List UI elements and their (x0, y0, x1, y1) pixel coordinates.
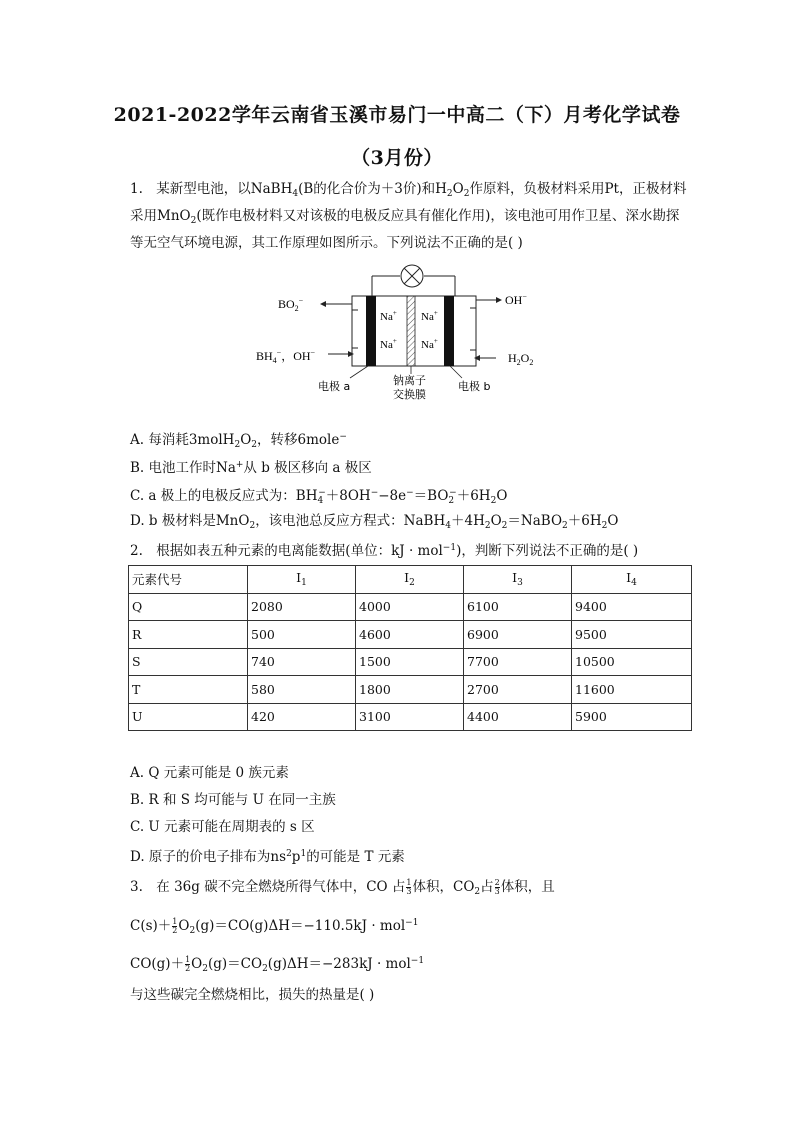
label-bo2: $BO_2^-$ (278, 296, 304, 313)
q1-option-d: D. b 极材料是MnO$_2$，该电池总反应方程式：$NaBH_4+4H_2O_2=NaBO_2+6H_2O$ (130, 513, 619, 531)
ionization-energy-table (128, 565, 692, 731)
table-row: Q 2080 4000 6100 9400 (129, 593, 692, 621)
page-subtitle: （3月份） (351, 147, 443, 169)
q3-final: 与这些碳完全燃烧相比，损失的热量是( ) (130, 987, 375, 1003)
label-membrane-2: 交换膜 (393, 388, 426, 401)
q3-number: 3. (130, 879, 143, 895)
label-membrane-1: 钠离子 (393, 374, 426, 387)
q1-number: 1. (130, 181, 143, 197)
q1-stem-line2: 采用MnO$_2$(既作电极材料又对该极的电极反应具有催化作用)，该电池可用作卫星、深水勘探 (130, 208, 680, 226)
header-i2: $I_2$ (356, 566, 464, 594)
electrode-b-plate (444, 296, 454, 366)
na-ion: Na+ (421, 337, 438, 351)
battery-diagram (250, 262, 550, 402)
table-row: U 420 3100 4400 5900 (129, 703, 692, 731)
label-electrode-b: 电极 b (458, 380, 491, 393)
header-element-code: 元素代号 (129, 566, 248, 594)
q2-number: 2. (130, 543, 143, 559)
table-header-row (129, 566, 692, 594)
table-row: T 580 1800 2700 11600 (129, 676, 692, 704)
table-row: R 500 4600 6900 9500 (129, 621, 692, 649)
q2-option-c: C. U 元素可能在周期表的 s 区 (130, 819, 315, 835)
label-electrode-a: 电极 a (318, 380, 351, 393)
q2-option-b: B. R 和 S 均可能与 U 在同一主族 (130, 792, 336, 808)
membrane (407, 296, 415, 366)
header-i3: $I_3$ (464, 566, 572, 594)
na-ion: Na+ (380, 309, 397, 323)
page-title: 2021-2022学年云南省玉溪市易门一中高二（下）月考化学试卷 (113, 104, 681, 126)
table-row: S 740 1500 7700 10500 (129, 648, 692, 676)
label-bh4-oh: $BH_4^-$，OH− (256, 348, 316, 365)
header-i1: $I_1$ (248, 566, 356, 594)
label-oh: OH− (505, 292, 527, 307)
na-ion: Na+ (380, 337, 397, 351)
q1-stem-line1: 1. 某新型电池，以NaBH$_4$(B的化合价为＋3价)和$H_2O_2$作原料，负极材料采用Pt，正极材料 (130, 181, 687, 199)
q3-equation-1: C(s)＋ $\frac{1}{2}$ $O_2(g)=CO(g)\Delta H=-110.5kJ \cdot mol^{-1}$ (130, 917, 419, 936)
q1-option-a: A. 每消耗$3molH_2O_2$，转移6mole− (130, 432, 347, 450)
q2-stem: 2. 根据如表五种元素的电离能数据(单位：kJ · mol$^{-1}$)，判断下列说法不正确的是( ) (130, 543, 639, 559)
q2-option-d: D. 原子的价电子排布为$ns^2p^1$的可能是 T 元素 (130, 849, 405, 865)
label-h2o2: $H_2O_2$ (508, 351, 534, 367)
q1-stem-line3: 等无空气环境电源，其工作原理如图所示。下列说法不正确的是( ) (130, 235, 523, 251)
q3-equation-2: CO(g)＋ $\frac{1}{2}$ $O_2(g)=CO_2(g)\Delta H=-283kJ \cdot mol^{-1}$ (130, 955, 425, 974)
q1-option-b: B. 电池工作时Na+从 b 极区移向 a 极区 (130, 460, 372, 476)
q3-stem: 3. 在 36g 碳不完全燃烧所得气体中，CO 占 $\frac{1}{3}$ 体积，$CO_2$占 $\frac{2}{3}$ 体积，且 (130, 878, 555, 897)
q2-option-a: A. Q 元素可能是 0 族元素 (130, 765, 289, 781)
q1-option-c: C. a 极上的电极反应式为：$BH_4^-+8OH^--8e^-=BO_2^-+6H_2O$ (130, 488, 508, 506)
na-ion: Na+ (421, 309, 438, 323)
header-i4: $I_4$ (572, 566, 692, 594)
electrode-a-plate (366, 296, 376, 366)
